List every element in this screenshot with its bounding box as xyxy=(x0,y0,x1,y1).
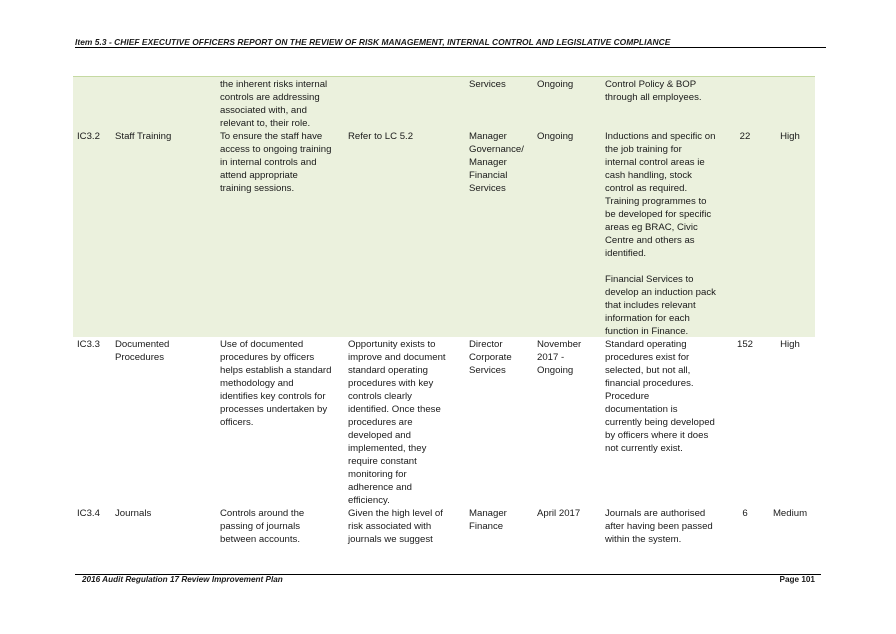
row-rating: High xyxy=(780,131,800,142)
row-id: IC3.3 xyxy=(77,339,100,350)
row-id: IC3.2 xyxy=(77,131,100,142)
page-header-title: Item 5.3 - CHIEF EXECUTIVE OFFICERS REPORT ON THE REVIEW OF RISK MANAGEMENT, INTERNAL CONTROL AND LEGISLATIVE COMPLIANCE xyxy=(75,37,671,47)
row-action: Standard operating procedures exist for selected, but not all, financial procedures. Procedure documentation is currently being developed by officers where it does not currently exist. xyxy=(605,339,715,454)
row-recommendation: Opportunity exists to improve and document standard operating procedures with key controls clearly identified. Once these procedures are developed and implemented, they require constant monitoring for adherence and efficiency. xyxy=(348,339,446,506)
footer-document-title: 2016 Audit Regulation 17 Review Improvement Plan xyxy=(82,575,283,584)
row-date: Ongoing xyxy=(537,79,574,90)
row-name: Journals xyxy=(115,508,152,519)
row-score: 152 xyxy=(736,339,753,350)
row-action: Control Policy & BOP through all employees. xyxy=(605,79,702,103)
footer-page-number: Page 101 xyxy=(779,575,815,584)
row-description: Use of documented procedures by officers helps establish a standard methodology and identifies key controls for processes undertaken by officers. xyxy=(220,339,332,428)
row-action: Journals are authorised after having been passed within the system. xyxy=(605,508,713,545)
row-score: 6 xyxy=(742,508,748,519)
row-responsible: Manager Governance/ Manager Financial Services xyxy=(469,131,524,194)
row-action: Inductions and specific on the job training for internal control areas ie cash handling, stock control as required. Training programmes to be developed for specific areas eg BRAC, Civic Centre and others as identified. Financial Services to develop an induction pack that includes relevant information for each function in Finance. xyxy=(605,131,716,337)
row-name: Documented Procedures xyxy=(115,339,170,363)
row-score: 22 xyxy=(739,131,751,142)
row-recommendation: Given the high level of risk associated with journals we suggest xyxy=(348,508,443,545)
row-responsible: Services xyxy=(469,79,506,90)
row-date: Ongoing xyxy=(537,131,574,142)
row-date: April 2017 xyxy=(537,508,581,519)
row-description: To ensure the staff have access to ongoing training in internal controls and attend appropriate training sessions. xyxy=(220,131,332,194)
row-description: the inherent risks internal controls are addressing associated with, and relevant to, their role. xyxy=(220,79,328,129)
row-responsible: Director Corporate Services xyxy=(469,339,512,376)
row-name: Staff Training xyxy=(115,131,172,142)
row-responsible: Manager Finance xyxy=(469,508,507,532)
row-description: Controls around the passing of journals between accounts. xyxy=(220,508,305,545)
header-divider xyxy=(75,47,826,48)
row-rating: High xyxy=(780,339,800,350)
row-rating: Medium xyxy=(772,508,808,519)
row-date: November 2017 - Ongoing xyxy=(537,339,582,376)
row-recommendation: Refer to LC 5.2 xyxy=(348,131,414,142)
row-id: IC3.4 xyxy=(77,508,100,519)
